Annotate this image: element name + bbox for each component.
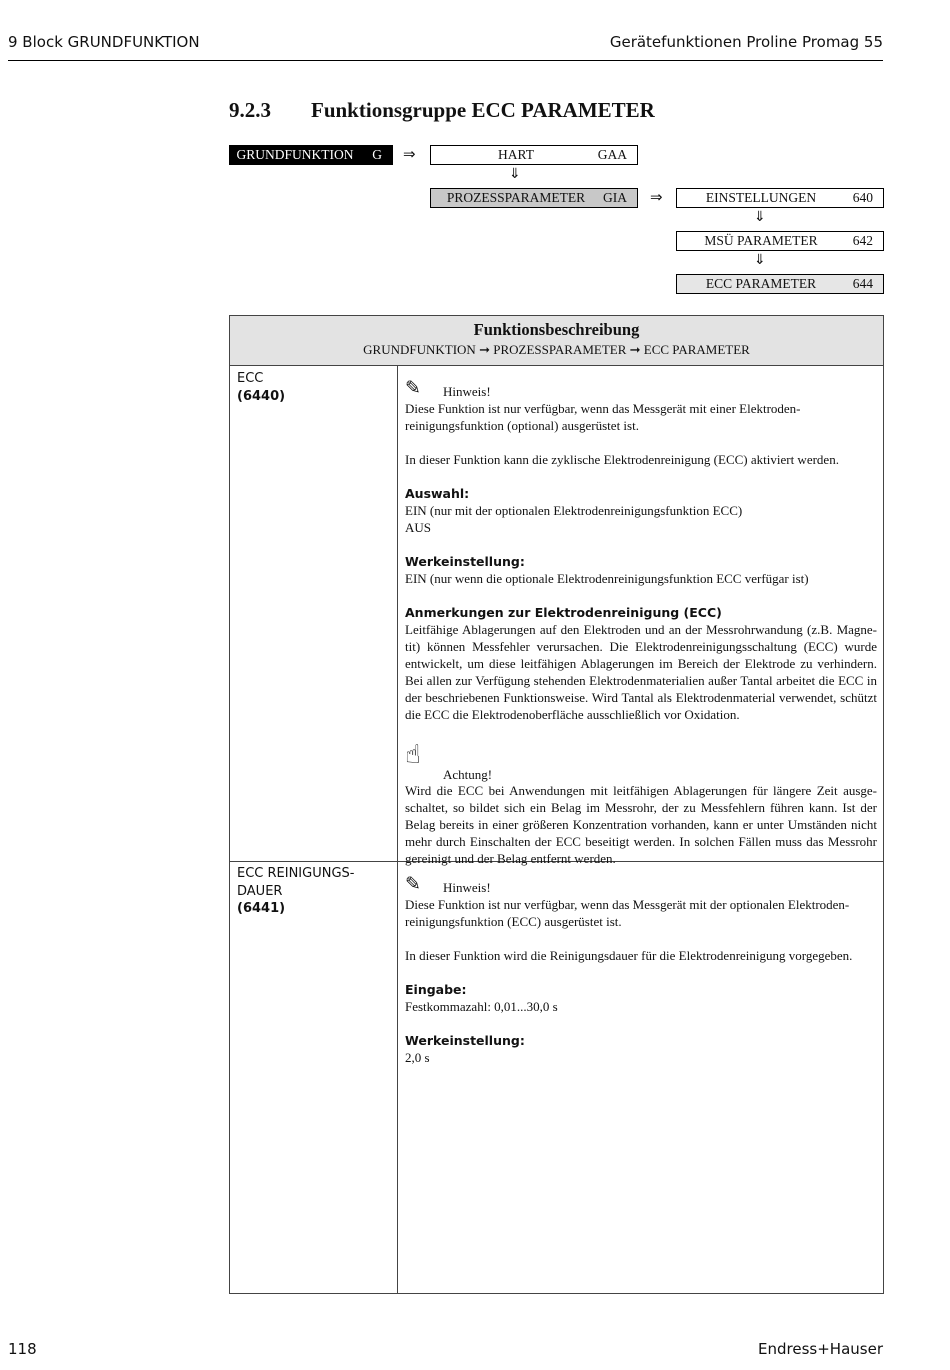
nav-code: GIA [603,190,627,205]
nav-code: 642 [852,233,873,248]
remarks-text: Leitfähige Ablagerungen auf den Elektroden und an der Messrohrwandung (z.B. Magne-tit) können Messfehler verursachen. Die Elektrodenreinigungsschaltung (ECC) wurde entwickelt, um diese leitfähigen Ablagerungen im Bereich der Elektrode zu verhindern. Bei allen zur Verfügung stehenden Elektrodenmaterialien außer Tantal arbeitet die ECC in der beschriebenen Funktionsweise. Wird Tantal als Elektrodenmaterial verwendet, schützt die ECC die Elektrodenoberfläche ausschließlich vor Oxidation. [405,622,877,722]
nav-label: HART [498,147,534,162]
nav-label: MSÜ PARAMETER [704,233,818,248]
default-value: EIN (nur wenn die optionale Elektrodenreinigungsfunktion ECC verfügar ist) [405,571,809,586]
note-block [405,374,877,400]
choice-option: EIN (nur mit der optionalen Elektrodenreinigungsfunktion ECC) [405,503,743,518]
default-value: 2,0 s [405,1050,430,1065]
table-breadcrumb: GRUNDFUNKTION ➞ PROZESSPARAMETER ➞ ECC PARAMETER [363,342,750,357]
arrow-right-icon: ⇒ [650,188,663,206]
nav-box-ecc-parameter [676,274,884,294]
note-text: Diese Funktion ist nur verfügbar, wenn das Messgerät mit einer Elektroden-reinigungsfunktion (optional) ausgerüstet ist. [405,401,801,433]
default-label: Werkeinstellung: [405,554,525,569]
running-header-chapter: 9 Block GRUNDFUNKTION [8,33,200,51]
pencil-note-icon: ✎ [405,377,421,399]
nav-code: 640 [852,190,873,205]
intro-text: In dieser Funktion kann die zyklische Elektrodenreinigung (ECC) aktiviert werden. [405,452,839,467]
choice-option: AUS [405,520,432,535]
nav-code: 644 [852,276,873,291]
arrow-right-icon: ⇒ [403,145,416,163]
function-name-ecc-reinigungsdauer [237,865,354,918]
default-label: Werkeinstellung: [405,1033,525,1048]
brand-name: Endress+Hauser [758,1340,883,1358]
section-title: Funktionsgruppe ECC PARAMETER [311,98,655,122]
header-rule [8,60,883,61]
input-label: Eingabe: [405,982,467,997]
nav-label: ECC PARAMETER [705,276,817,291]
table-header [230,316,883,366]
nav-box-prozessparameter [430,188,638,208]
nav-box-hart [430,145,638,165]
function-name-ecc [237,370,285,405]
pointing-hand-icon: ☝ [405,740,421,770]
function-description-ecc [405,374,877,867]
function-name: ECC [237,371,264,386]
table-title: Funktionsbeschreibung [473,320,640,339]
input-value: Festkommazahl: 0,01...30,0 s [405,999,558,1014]
note-label: Hinweis! [443,880,491,895]
section-number: 9.2.3 [229,98,271,122]
column-divider [397,365,398,1293]
page-number: 118 [8,1340,37,1358]
function-code: (6441) [237,901,286,916]
warning-label: Achtung! [443,767,493,782]
pencil-note-icon: ✎ [405,873,421,895]
arrow-down-icon: ⇓ [509,166,521,182]
note-label: Hinweis! [443,384,491,399]
note-text: Diese Funktion ist nur verfügbar, wenn das Messgerät mit der optionalen Elektroden-reinigungsfunktion (ECC) ausgerüstet ist. [405,897,850,929]
note-block [405,870,877,896]
function-code: (6440) [237,388,286,404]
nav-box-msu-parameter [676,231,884,251]
function-description-ecc-reinigungsdauer [405,870,877,1066]
function-name-line: DAUER [237,883,283,899]
nav-label: PROZESSPARAMETER [446,190,586,205]
nav-box-grundfunktion [229,145,393,165]
running-header-title: Gerätefunktionen Proline Promag 55 [609,33,883,51]
choice-label: Auswahl: [405,486,470,501]
warning-text: Wird die ECC bei Anwendungen mit leitfähigen Ablagerungen für längere Zeit ausge-schaltet, so bildet sich ein Belag im Messrohr, der zu Messfehlern führen kann. Ist der Belag bereits in einer größeren Konzentration vorhanden, kann er unter Umständen nicht mehr durch Einschalten der ECC beseitigt werden. In solchen Fällen muss das Messrohr gereinigt und der Belag entfernt werden. [405,783,877,866]
nav-code: GAA [597,147,627,162]
nav-label: EINSTELLUNGEN [705,190,817,205]
arrow-down-icon: ⇓ [754,252,766,268]
nav-label: GRUNDFUNKTION [236,147,354,162]
nav-box-einstellungen [676,188,884,208]
remarks-label: Anmerkungen zur Elektrodenreinigung (ECC) [405,605,722,620]
function-name-line: ECC REINIGUNGS- [237,866,355,881]
function-description-table [229,315,884,1294]
nav-code: G [372,147,382,162]
warning-block [405,740,877,782]
intro-text: In dieser Funktion wird die Reinigungsdauer für die Elektrodenreinigung vorgegeben. [405,948,853,963]
arrow-down-icon: ⇓ [754,209,766,225]
